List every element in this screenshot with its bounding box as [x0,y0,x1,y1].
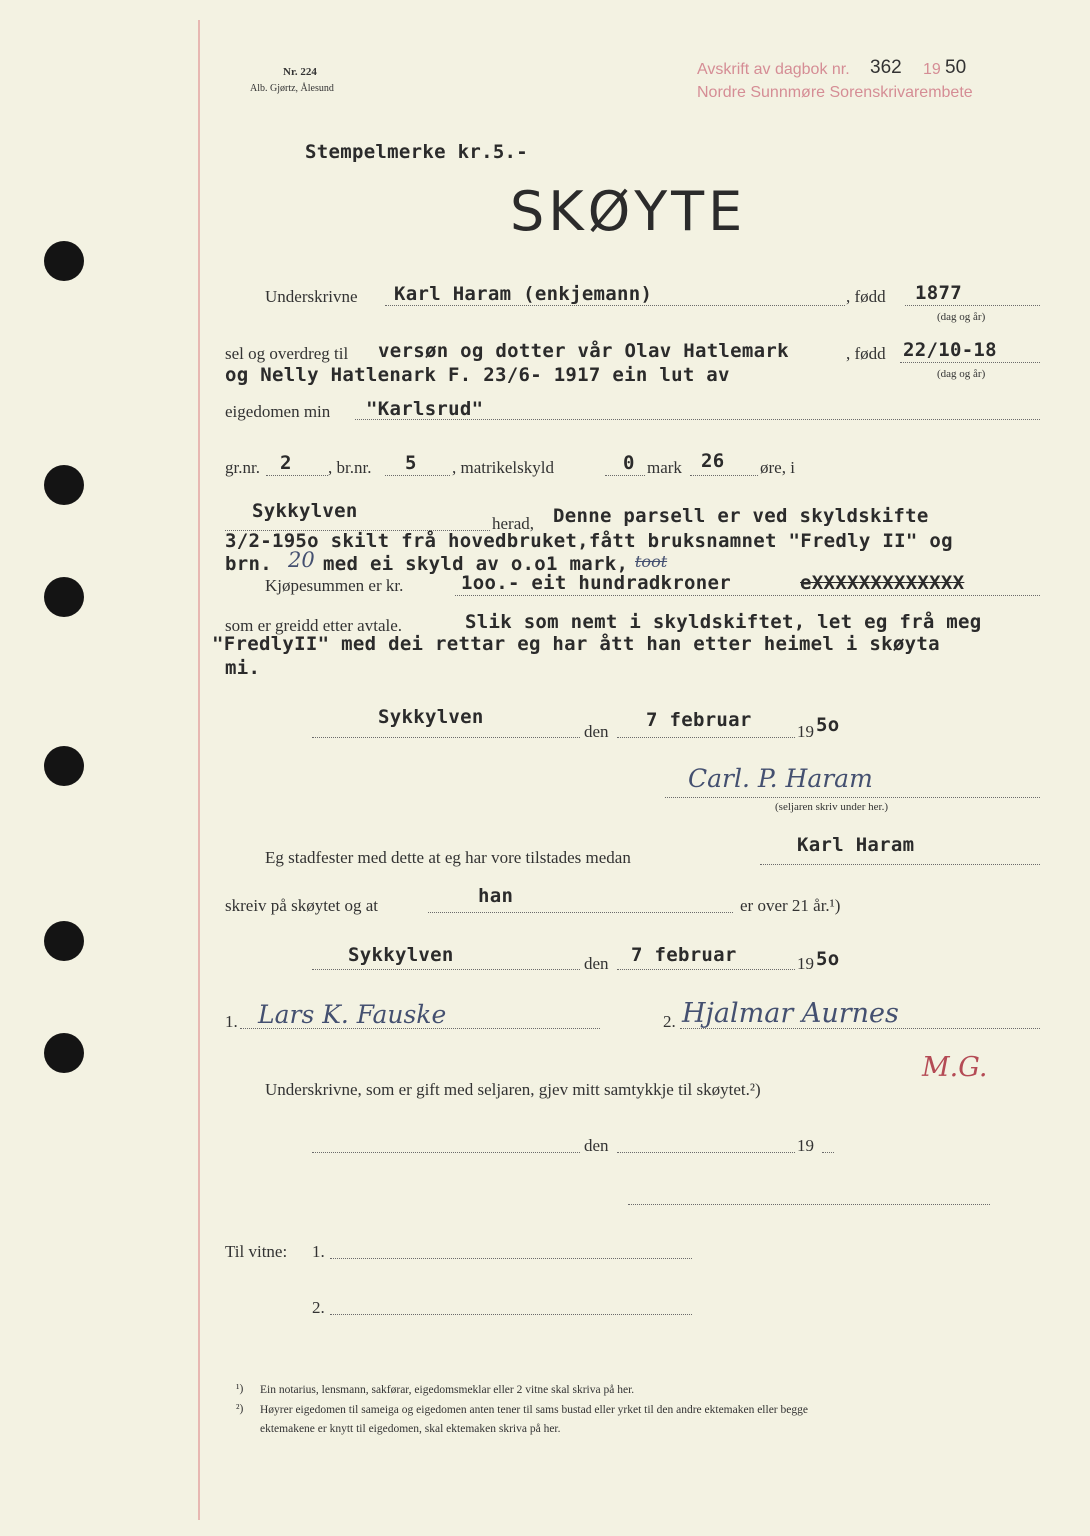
mark-value: 0 [623,452,635,474]
confirmation-line1: Eg stadfester med dette at eg har vore tilstades medan [265,848,631,867]
witness2-number: 2. [663,1012,676,1031]
agreement-label: som er greidd etter avtale. [225,616,403,635]
date2-year-prefix: 19 [797,954,814,973]
date1-place-line [312,737,580,738]
date1-date-line [617,737,795,738]
herad-text3-handwritten: 20 [288,548,315,572]
date2-place-line [312,969,580,970]
grnr-label: gr.nr. [225,458,260,477]
spouse-date-line [617,1152,795,1153]
seller-label: Underskrivne [265,287,358,306]
seller-name-line [385,305,845,306]
herad-label: herad, [492,514,535,533]
footnote2-line1: Høyrer eigedomen til sameiga og eigedomen anten tener til sams bustad eller yrket til den andre ektemaken eller begge [260,1404,808,1416]
seller-born-label: , fødd [846,287,886,306]
punch-hole [44,577,84,617]
property-label: eigedomen min [225,402,331,421]
price-struck: eXXXXXXXXXXXXX [800,572,965,594]
footnote1-mark: ¹) [236,1383,244,1395]
spouse-place-line [312,1152,580,1153]
witness2-signature: Hjalmar Aurnes [682,998,899,1029]
property-name: "Karlsrud" [366,398,484,420]
buyer-text-line1: versøn og dotter vår Olav Hatlemark [378,340,789,362]
seller-born-line [905,305,1040,306]
til-vitne-number2: 2. [312,1298,325,1317]
ore-line [690,475,758,476]
brnr-value: 5 [405,452,417,474]
punch-hole [44,921,84,961]
herad-text1: Denne parsell er ved skyldskifte [553,505,929,527]
price-label: Kjøpesummen er kr. [265,576,404,595]
printer-name: Alb. Gjørtz, Ålesund [250,83,334,94]
confirmation-pronoun: han [478,885,514,907]
red-initials: M.G. [922,1052,988,1083]
property-line [355,419,1040,420]
punch-hole [44,1033,84,1073]
date1-date: 7 februar [646,709,752,731]
price-value: 1oo.- eit hundradkroner [461,572,731,594]
document-title: SKØYTE [510,180,747,243]
date2-den: den [584,954,609,973]
confirmation-line2-b: er over 21 år.¹) [740,896,841,915]
stamp-year-suffix: 50 [945,57,967,78]
seller-signature-hint: (seljaren skriv under her.) [775,801,889,813]
confirmation-pronoun-line [428,912,733,913]
form-number: Nr. 224 [283,66,317,78]
herad-text3-struck: toot [635,552,668,571]
registry-stamp-line2: Nordre Sunnmøre Sorenskrivarembete [697,84,973,101]
herad-text2: 3/2-195o skilt frå hovedbruket,fått bruksnamnet "Fredly II" og [225,530,953,552]
buyer-born: 22/10-18 [903,339,997,361]
record-number: 362 [870,57,902,78]
til-vitne-line2 [330,1314,692,1315]
buyer-label: sel og overdreg til [225,344,349,363]
footnote2-mark: ²) [236,1403,244,1415]
agreement-text1: Slik som nemt i skyldskiftet, let eg frå meg [465,611,982,633]
seller-born-hint: (dag og år) [937,311,986,323]
seller-name: Karl Haram (enkjemann) [394,283,653,305]
herad-name: Sykkylven [252,500,358,522]
confirmation-name-line [760,864,1040,865]
spouse-year-line [822,1152,834,1153]
date1-year-suffix: 5o [816,714,840,736]
herad-text3-b: med ei skyld av o.o1 mark, [323,553,629,575]
date1-place: Sykkylven [378,706,484,728]
buyer-born-label: , fødd [846,344,886,363]
punch-hole [44,241,84,281]
witness1-line [240,1028,600,1029]
herad-text3-a: brn. [225,553,272,575]
grnr-line [266,475,328,476]
ore-value: 26 [701,450,725,472]
spouse-den: den [584,1136,609,1155]
spouse-consent-text: Underskrivne, som er gift med seljaren, gjev mitt samtykkje til skøytet.²) [265,1080,761,1099]
price-line [455,595,1040,596]
stamp-year-prefix: 19 [923,61,941,78]
seller-born: 1877 [915,282,962,304]
spouse-year-prefix: 19 [797,1136,814,1155]
seller-signature: Carl. P. Haram [688,764,873,793]
matrikel-label: , matrikelskyld [452,458,554,477]
brnr-label: , br.nr. [328,458,372,477]
registry-stamp-line1: Avskrift av dagbok nr. [697,61,850,78]
punch-hole [44,465,84,505]
margin-line [198,20,200,1520]
witness2-line [680,1028,1040,1029]
date1-year-prefix: 19 [797,722,814,741]
confirmation-line2-a: skreiv på skøytet og at [225,896,378,915]
brnr-line [385,475,450,476]
buyer-born-hint: (dag og år) [937,368,986,380]
date2-date: 7 februar [631,944,737,966]
til-vitne-number1: 1. [312,1242,325,1261]
buyer-text-line2: og Nelly Hatlenark F. 23/6- 1917 ein lut av [225,364,730,386]
date2-date-line [617,969,795,970]
seller-signature-line [665,797,1040,798]
stamp-duty: Stempelmerke kr.5.- [305,141,529,163]
til-vitne-line1 [330,1258,692,1259]
date2-year-suffix: 5o [816,948,840,970]
date1-den: den [584,722,609,741]
footnote2-line2: ektemakene er knytt til eigedomen, skal ektemaken skriva på her. [260,1423,561,1435]
til-vitne-label: Til vitne: [225,1242,288,1261]
witness1-signature: Lars K. Fauske [258,1000,447,1029]
date2-place: Sykkylven [348,944,454,966]
ore-label: øre, i [760,458,795,477]
agreement-text2: "FredlyII" med dei rettar eg har ått han etter heimel i skøyta [212,633,940,655]
agreement-text3: mi. [225,657,261,679]
footnote1-text: Ein notarius, lensmann, sakførar, eigedomsmeklar eller 2 vitne skal skriva på her. [260,1384,635,1396]
punch-hole [44,746,84,786]
buyer-born-line [900,362,1040,363]
mark-line [605,475,645,476]
witness1-number: 1. [225,1012,238,1031]
grnr-value: 2 [280,452,292,474]
confirmation-name: Karl Haram [797,834,915,856]
mark-label: mark [647,458,682,477]
spouse-signature-line [628,1204,990,1205]
